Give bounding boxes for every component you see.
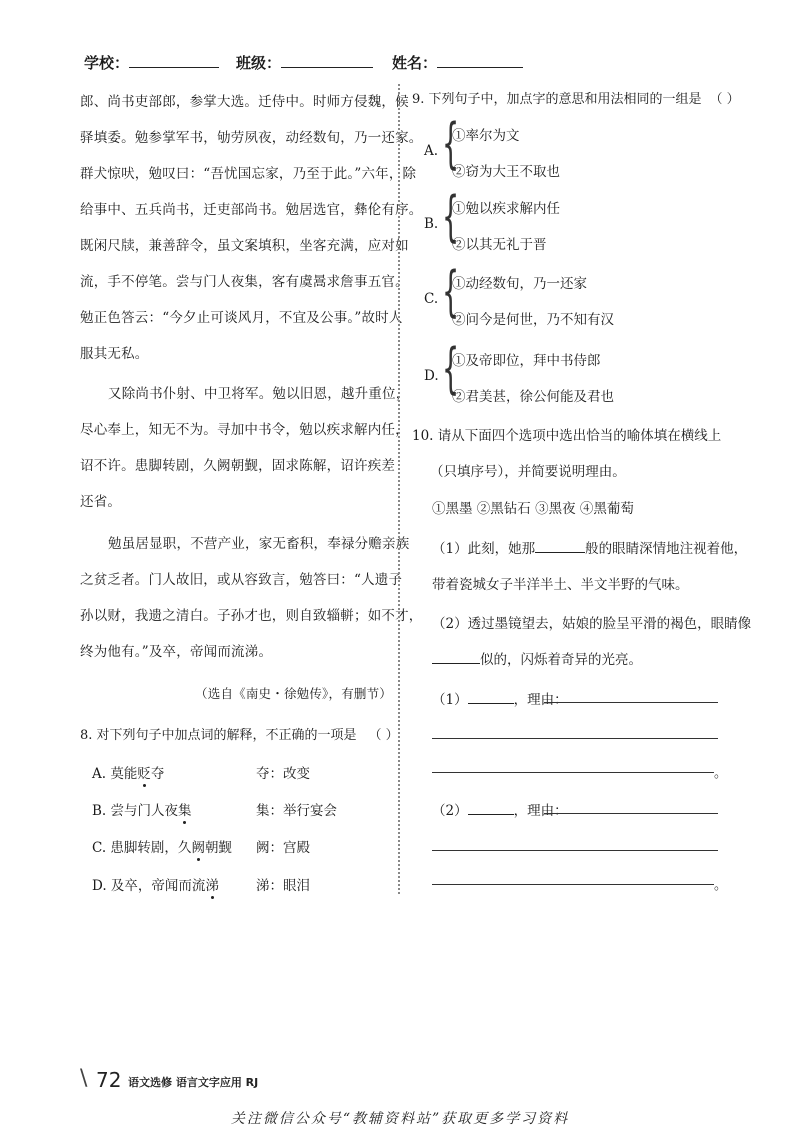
passage-line: 终为他有。”及卒，帝闻而流涕。 [80, 644, 273, 660]
q10-text: 似的，闪烁着奇异的光亮。 [480, 652, 642, 668]
q9-answer-paren[interactable]: （ ） [709, 92, 740, 107]
brace-icon: { [442, 185, 460, 248]
q8-option-d[interactable] [92, 874, 219, 894]
passage-line: 勉正色答云：“今夕止可谈风月，不宜及公事。”故时人 [80, 310, 403, 326]
q10-answer-1-line[interactable] [432, 738, 718, 739]
class-field [236, 52, 373, 73]
brace-icon: { [442, 260, 460, 323]
q8-option-text: A. 莫能 [92, 766, 138, 782]
q9-option-c-letter[interactable]: C. [424, 291, 439, 307]
q8-option-b[interactable] [92, 799, 192, 819]
q9-stem-text: 9. 下列句子中，加点字的意思和用法相同的一组是 [412, 92, 702, 107]
q10-answer-2-line[interactable] [432, 850, 718, 851]
q8-option-c[interactable] [92, 836, 232, 856]
brace-icon: { [442, 112, 460, 175]
q9-option-c-s2: ②问今是何世，乃不知有汉 [452, 312, 614, 328]
passage-line: 服其无私。 [80, 346, 149, 362]
q8-option-b-explanation: 集：举行宴会 [256, 803, 337, 819]
q9-option-d-s2: ②君美甚，徐公何能及君也 [452, 389, 614, 405]
q10-answer-1 [432, 688, 568, 708]
q10-answer-2-blank[interactable] [468, 802, 514, 815]
q9-option-b-letter[interactable]: B. [424, 216, 439, 232]
q10-stem-line1: 10. 请从下面四个选项中选出恰当的喻体填在横线上 [412, 428, 722, 444]
q9-option-b-s2: ②以其无礼于晋 [452, 237, 547, 253]
q10-reason-label: ，理由： [513, 692, 568, 708]
q10-choices: ①黑墨 ②黑钻石 ③黑夜 ④黑葡萄 [432, 501, 634, 517]
q10-stem-line2: （只填序号），并简要说明理由。 [430, 464, 626, 480]
q9-option-a-s2: ②窃为大王不取也 [452, 164, 560, 180]
passage-line: 给事中、五兵尚书，迁吏部尚书。勉居选官，彝伦有序。 [80, 202, 423, 218]
q8-option-text: B. 尝与门人夜 [92, 803, 179, 819]
q8-answer-paren[interactable]: （ ） [368, 728, 399, 743]
passage-line: 勉虽居显职，不营产业，家无畜积，奉禄分赡亲族 [108, 536, 410, 552]
page-number: 72 [96, 1068, 122, 1092]
q9-option-a-letter[interactable]: A. [424, 143, 439, 159]
name-blank[interactable] [437, 53, 523, 68]
q8-option-text: C. 患脚转剧，久 [92, 840, 192, 856]
q10-answer-2-line[interactable] [432, 884, 714, 885]
passage-line: 孙以财，我遗之清白。子孙才也，则自致辎軿；如不才， [80, 608, 423, 624]
passage-line: 驿填委。勉参掌军书，劬劳夙夜，动经数旬，乃一还家。 [80, 130, 423, 146]
passage-line: 还省。 [80, 494, 122, 510]
page-slash-icon: \ [80, 1066, 88, 1091]
q10-sentence-2: （2）透过墨镜望去，姑娘的脸呈平滑的褐色，眼睛像 [432, 616, 752, 632]
q10-blank-1[interactable] [535, 540, 585, 553]
q10-text: （1）此刻，她那 [432, 541, 536, 557]
q10-blank-2[interactable] [432, 651, 480, 664]
q10-answer-1-reason-line[interactable] [544, 702, 718, 703]
q10-answer-label: （2） [432, 803, 468, 819]
promo-banner: 关注微信公众号“教辅资料站”获取更多学习资料 [230, 1111, 570, 1127]
q10-reason-label: ，理由： [513, 803, 568, 819]
passage-line: 诏不许。患脚转剧，久阙朝觐，固求陈解，诏许疾差 [80, 458, 396, 474]
q10-answer-label: （1） [432, 692, 468, 708]
passage-line: 尽心奉上，知无不为。寻加中书令，勉以疾求解内任， [80, 422, 409, 438]
q10-text: 般的眼睛深情地注视着他， [585, 541, 748, 557]
q9-option-b-s1: ①勉以疾求解内任 [452, 201, 560, 217]
name-label: 姓名： [392, 54, 438, 72]
dotted-char: 贬 [137, 762, 151, 782]
q10-sentence-1 [432, 537, 747, 557]
passage-line: 流，手不停笔。尝与门人夜集，客有虞暠求詹事五官。 [80, 274, 409, 290]
school-blank[interactable] [129, 53, 219, 68]
class-label: 班级： [236, 54, 282, 72]
q8-option-text: 朝觐 [204, 840, 232, 856]
q9-option-d-letter[interactable]: D. [424, 368, 439, 384]
passage-line: 之贫乏者。门人故旧，或从容致言，勉答曰：“人遗子 [80, 572, 403, 588]
q10-sentence-1-cont: 带着瓷城女子半洋半土、半文半野的气味。 [432, 577, 689, 593]
name-field [392, 52, 523, 73]
class-blank[interactable] [281, 53, 373, 68]
q10-period: 。 [714, 878, 728, 893]
dotted-char: 阙 [191, 836, 205, 856]
q8-option-d-explanation: 涕：眼泪 [256, 878, 310, 894]
q10-answer-1-line[interactable] [432, 772, 714, 773]
q8-option-c-explanation: 阙：宫殿 [256, 840, 310, 856]
passage-source: （选自《南史・徐勉传》，有删节） [195, 686, 392, 701]
q10-period: 。 [714, 766, 728, 781]
book-title: 语文选修 语言文字应用 RJ [128, 1076, 259, 1089]
passage-line: 群犬惊吠，勉叹曰：“吾忧国忘家，乃至于此。”六年，除 [80, 166, 417, 182]
dotted-char: 集 [178, 799, 192, 819]
q9-option-d-s1: ①及帝即位，拜中书侍郎 [452, 353, 601, 369]
q8-option-text: 夺 [150, 766, 165, 782]
q8-option-a-explanation: 夺：改变 [256, 766, 310, 782]
dotted-char: 涕 [205, 874, 219, 894]
q8-stem-text: 8. 对下列句子中加点词的解释，不正确的一项是 [80, 728, 357, 743]
q10-answer-2 [432, 799, 568, 819]
brace-icon: { [442, 337, 460, 400]
q9-option-c-s1: ①动经数旬，乃一还家 [452, 276, 587, 292]
q10-sentence-2-cont [432, 648, 642, 668]
q8-option-text: D. 及卒，帝闻而流 [92, 878, 206, 894]
q9-option-a-s1: ①率尔为文 [452, 128, 520, 144]
q10-answer-2-reason-line[interactable] [544, 813, 718, 814]
passage-line: 既闲尺牍，兼善辞令，虽文案填积，坐客充满，应对如 [80, 238, 409, 254]
passage-line: 郎、尚书吏部郎，参掌大选。迁侍中。时师方侵魏，候 [80, 94, 409, 110]
passage-line: 又除尚书仆射、中卫将军。勉以旧恩，越升重位， [108, 386, 410, 402]
q8-stem [80, 724, 399, 743]
school-field [84, 52, 219, 73]
school-label: 学校： [84, 54, 130, 72]
column-divider [398, 84, 400, 894]
q8-option-a[interactable] [92, 762, 164, 782]
q9-stem [412, 88, 740, 107]
q10-answer-1-blank[interactable] [468, 691, 514, 704]
